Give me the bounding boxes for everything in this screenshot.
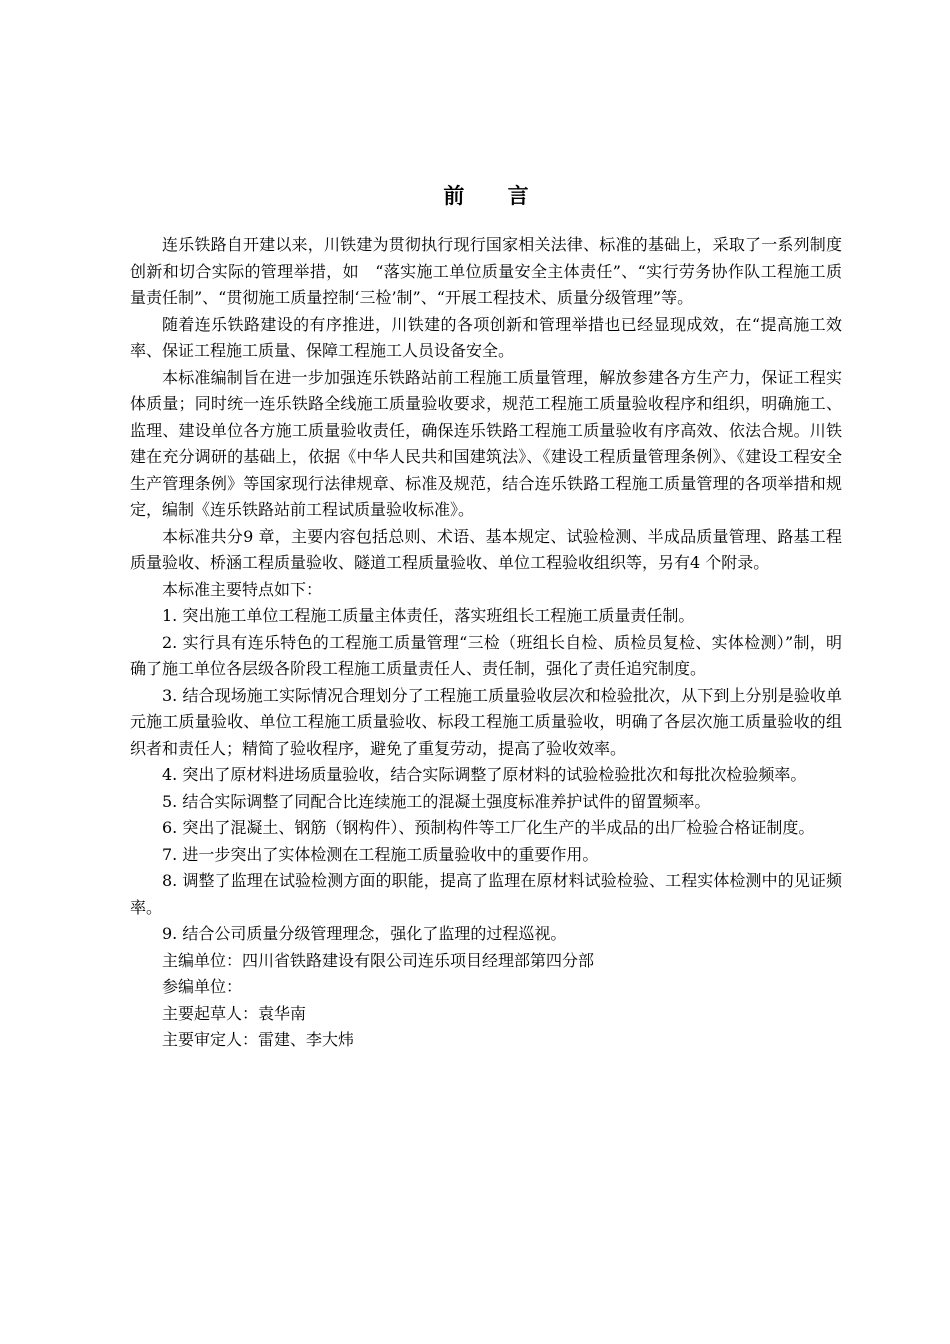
list-item: 1. 突出施工单位工程施工质量主体责任，落实班组长工程施工质量责任制。 bbox=[162, 606, 695, 625]
paragraph-intro: 连乐铁路自开建以来，川铁建为贯彻执行现行国家相关法律、标准的基础上，采取了一系列制度创新和切合实际的管理举措，如 “落实施工单位质量安全主体责任”、“实行劳务协作队工程施工质量责任制”、“贯彻施工质量控制‘三检’制”、“开展工程技术、质量分级管理”等。 bbox=[130, 235, 842, 307]
list-item: 7. 进一步突出了实体检测在工程施工质量验收中的重要作用。 bbox=[162, 844, 599, 864]
list-item: 2. 实行具有连乐特色的工程施工质量管理“三检（班组长自检、质检员复检、实体检测）”制，明确了施工单位各层级各阶段工程施工质量责任人、责任制，强化了责任追究制度。 bbox=[130, 632, 842, 678]
chief-editor-unit: 主编单位：四川省铁路建设有限公司连乐项目经理部第四分部 bbox=[162, 950, 595, 970]
participating-units: 参编单位： bbox=[162, 977, 243, 996]
list-item: 8. 调整了监理在试验检测方面的职能，提高了监理在原材料试验检验、工程实体检测中的见证频率。 bbox=[130, 871, 842, 917]
paragraph-features-heading: 本标准主要特点如下： bbox=[162, 579, 323, 599]
document-page bbox=[130, 180, 842, 1054]
paragraph-progress: 随着连乐铁路建设的有序推进，川铁建的各项创新和管理举措也已经显现成效，在“提高施工效率、保证工程施工质量、保障工程施工人员设备安全。 bbox=[130, 314, 842, 360]
list-item: 6. 突出了混凝土、钢筋（钢构件）、预制构件等工厂化生产的半成品的出厂检验合格证制度。 bbox=[162, 818, 815, 837]
list-item: 5. 结合实际调整了同配合比连续施工的混凝土强度标准养护试件的留置频率。 bbox=[162, 791, 711, 811]
list-item: 9. 结合公司质量分级管理理念，强化了监理的过程巡视。 bbox=[162, 924, 567, 943]
page-title: 前 言 bbox=[443, 184, 547, 208]
paragraph-structure: 本标准共分9 章，主要内容包括总则、术语、基本规定、试验检测、半成品质量管理、路基工程质量验收、桥涵工程质量验收、隧道工程质量验收、单位工程验收组织等，另有4 个附录。 bbox=[130, 526, 842, 572]
list-item: 4. 突出了原材料进场质量验收，结合实际调整了原材料的试验检验批次和每批次检验频率。 bbox=[162, 765, 807, 784]
main-drafters: 主要起草人：袁华南 bbox=[162, 1003, 307, 1023]
list-item: 3. 结合现场施工实际情况合理划分了工程施工质量验收层次和检验批次，从下到上分别是验收单元施工质量验收、单位工程施工质量验收、标段工程施工质量验收，明确了各层次施工质量验收的组织者和责任人；精简了验收程序，避免了重复劳动，提高了验收效率。 bbox=[130, 685, 842, 758]
paragraph-purpose: 本标准编制旨在进一步加强连乐铁路站前工程施工质量管理，解放参建各方生产力，保证工程实体质量；同时统一连乐铁路全线施工质量验收要求，规范工程施工质量验收程序和组织，明确施工、监理、建设单位各方施工质量验收责任，确保连乐铁路工程施工质量验收有序高效、依法合规。川铁建在充分调研的基础上，依据《中华人民共和国建筑法》、《建设工程质量管理条例》、《建设工程安全生产管理条例》等国家现行法律规章、标准及规范，结合连乐铁路工程施工质量管理的各项举措和规定，编制《连乐铁路站前工程试质量验收标准》。 bbox=[130, 367, 842, 519]
main-reviewers: 主要审定人：雷建、李大炜 bbox=[162, 1030, 355, 1049]
features-list bbox=[130, 603, 842, 948]
